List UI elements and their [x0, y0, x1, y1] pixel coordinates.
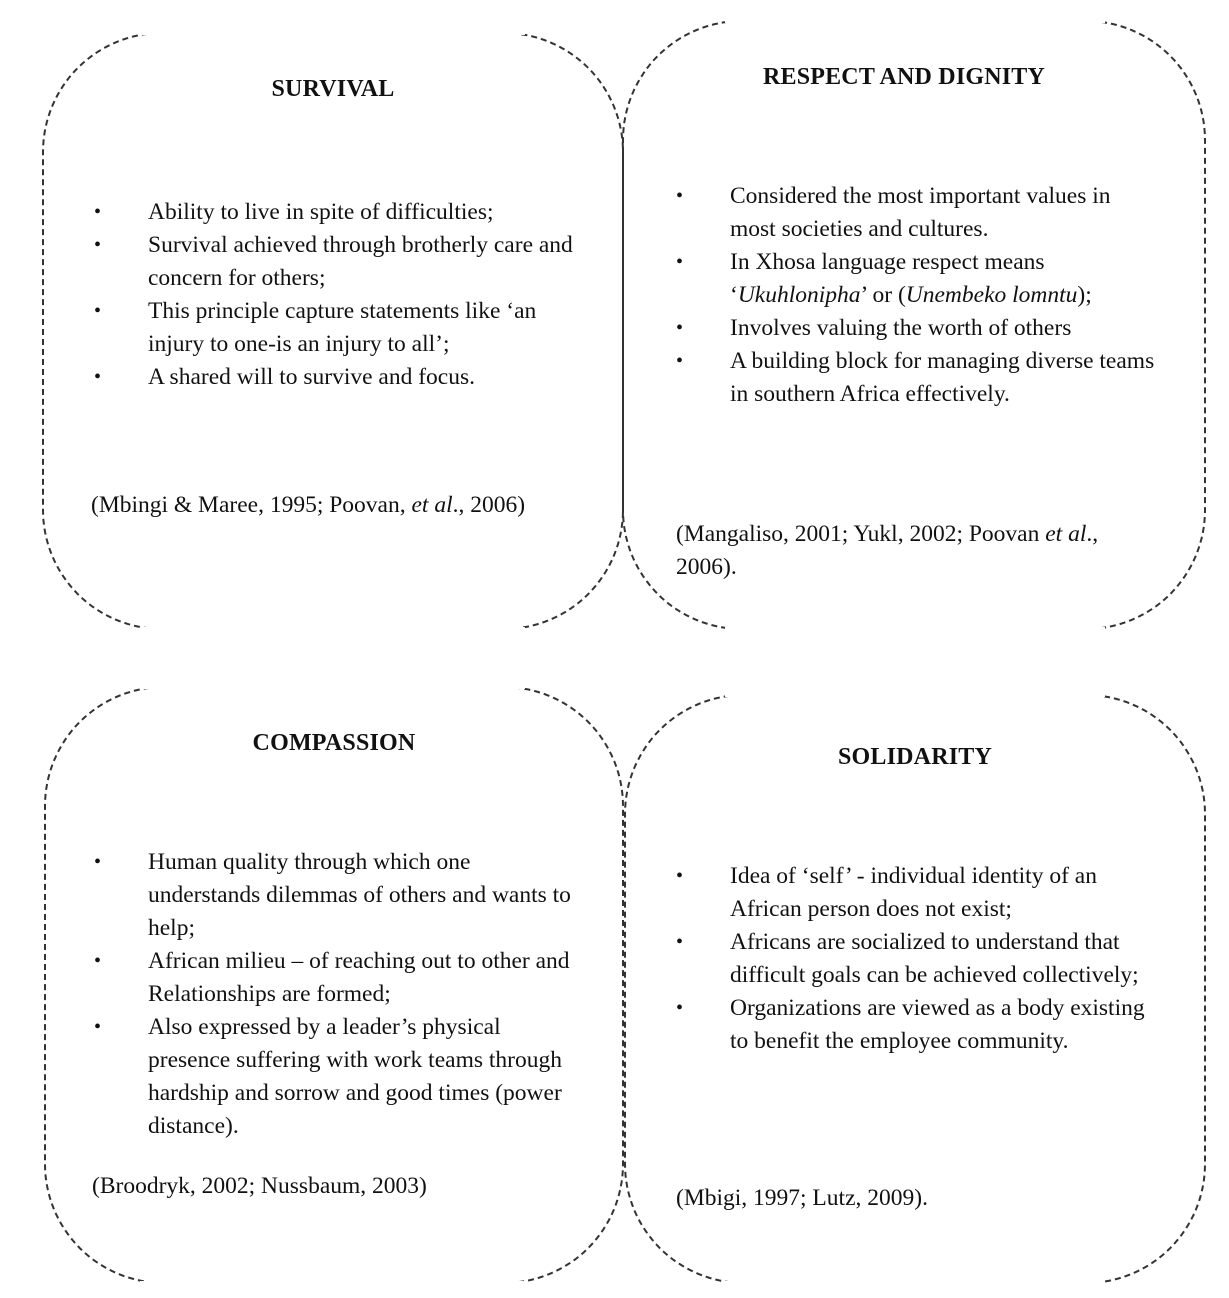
- bullet-icon: •: [94, 950, 102, 972]
- compassion-box: [44, 686, 624, 1284]
- border-gap: [725, 17, 1105, 23]
- respect-and-dignity-box: [622, 20, 1206, 630]
- box-title: RESPECT AND DIGNITY: [762, 64, 1046, 90]
- bullet-icon: •: [94, 1016, 102, 1038]
- bullet-list: [676, 180, 1156, 411]
- bullet-icon: •: [676, 931, 684, 953]
- citation: (Mangaliso, 2001; Yukl, 2002; Poovan et al., 2006).: [676, 521, 1099, 580]
- bullet-list: [94, 846, 584, 1143]
- bullet-icon: •: [94, 234, 102, 256]
- list-item: • Human quality through which one understands dilemmas of others and wants to help;: [94, 846, 584, 945]
- border-gap: [140, 1281, 525, 1287]
- border-gap: [725, 691, 1105, 697]
- bullet-icon: •: [94, 300, 102, 322]
- border-gap: [140, 627, 525, 633]
- bullet-icon: •: [94, 366, 102, 388]
- list-item: • Africans are socialized to understand that difficult goals can be achieved collectively;: [676, 926, 1156, 992]
- box-title: SURVIVAL: [271, 76, 395, 102]
- list-item: • African milieu – of reaching out to other and Relationships are formed;: [94, 945, 584, 1011]
- list-item: • Involves valuing the worth of others: [676, 312, 1156, 345]
- border-gap: [140, 29, 525, 35]
- list-item: • Considered the most important values in most societies and cultures.: [676, 180, 1156, 246]
- bullet-list: [676, 860, 1156, 1058]
- bullet-icon: •: [676, 997, 684, 1019]
- bullet-icon: •: [676, 185, 684, 207]
- bullet-icon: •: [676, 251, 684, 273]
- list-item: • A building block for managing diverse teams in southern Africa effectively.: [676, 345, 1156, 411]
- list-item: • Survival achieved through brotherly care and concern for others;: [94, 229, 594, 295]
- bullet-icon: •: [676, 865, 684, 887]
- bullet-list: [94, 196, 594, 394]
- box-title: COMPASSION: [252, 730, 416, 756]
- citation: (Mbingi & Maree, 1995; Poovan, et al., 2006): [91, 492, 526, 518]
- list-item: • Also expressed by a leader’s physical presence suffering with work teams through hardship and sorrow and good times (power distance).: [94, 1011, 584, 1143]
- survival-box: [42, 32, 624, 630]
- solidarity-box: [624, 694, 1206, 1284]
- citation: (Broodryk, 2002; Nussbaum, 2003): [92, 1173, 427, 1199]
- border-gap: [725, 627, 1105, 633]
- list-item: • This principle capture statements like ‘an injury to one-is an injury to all’;: [94, 295, 594, 361]
- border-gap: [725, 1281, 1105, 1287]
- bullet-icon: •: [94, 201, 102, 223]
- list-item: • Ability to live in spite of difficulties;: [94, 196, 594, 229]
- citation: (Mbigi, 1997; Lutz, 2009).: [676, 1185, 928, 1211]
- bullet-icon: •: [676, 317, 684, 339]
- list-item: • Organizations are viewed as a body existing to benefit the employee community.: [676, 992, 1156, 1058]
- list-item: • A shared will to survive and focus.: [94, 361, 594, 394]
- bullet-icon: •: [676, 350, 684, 372]
- box-title: SOLIDARITY: [837, 744, 993, 770]
- bullet-icon: •: [94, 851, 102, 873]
- list-item: • In Xhosa language respect means ‘Ukuhlonipha’ or (Unembeko lomntu);: [676, 246, 1156, 312]
- list-item: • Idea of ‘self’ - individual identity of an African person does not exist;: [676, 860, 1156, 926]
- border-gap: [140, 683, 525, 689]
